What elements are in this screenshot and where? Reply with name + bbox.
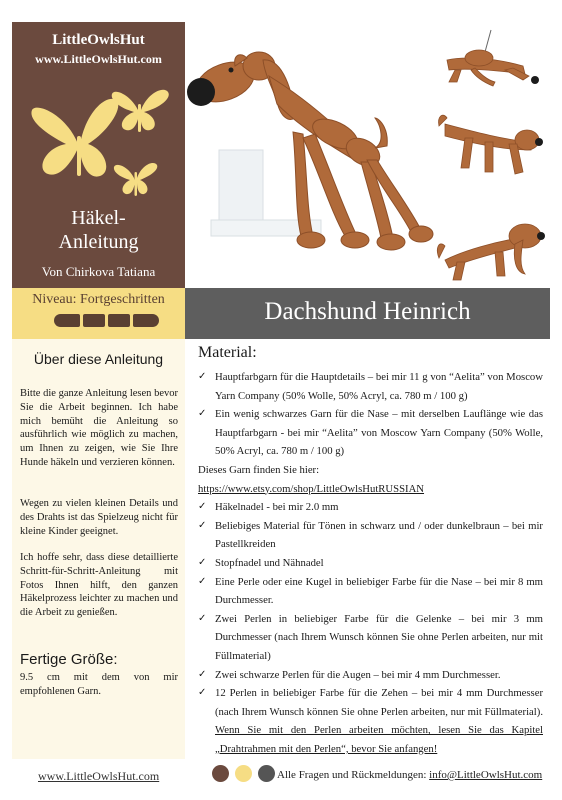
checkmark-icon: ✓ — [198, 408, 207, 420]
difficulty-pill — [133, 314, 159, 327]
about-panel — [12, 339, 185, 759]
checkmark-icon: ✓ — [198, 612, 207, 624]
material-item: ✓ Ein wenig schwarzes Garn für die Nase – mit derselben Lauflänge wie das Hauptfarbgarn - bei mir “Aelita” von Moscow Yarn Company (50% Wolle, 50% Acryl, ca. 780 m / 100 g) — [198, 405, 543, 461]
size-heading: Fertige Größe: — [20, 651, 118, 668]
material-item: ✓ Zwei schwarze Perlen für die Augen – bei mir 4 mm Durchmesser. — [198, 666, 543, 685]
author: Von Chirkova Tatiana — [41, 264, 156, 279]
yarn-note: Dieses Garn finden Sie hier: — [198, 463, 320, 476]
size-text: 9.5 cm mit dem von mir empfohlenen Garn. — [20, 672, 178, 697]
footer-contact — [277, 769, 542, 781]
dachshund-photo — [185, 22, 550, 288]
about-paragraph: Bitte die ganze Anleitung lesen bevor Sie die Arbeit beginnen. Ich habe mich bemüht die Anleitung so ausführlich wie möglich zu machen, um Ihnen zu zeigen, wie Sie Ihre Hunde häkeln und verzieren können. — [20, 388, 178, 468]
brand-panel — [12, 22, 185, 288]
yarn-shop-link[interactable]: https://www.etsy.com/shop/LittleOwlsHutRUSSIAN — [198, 482, 425, 495]
checkmark-icon: ✓ — [198, 668, 207, 680]
contact-label: Alle Fragen und Rückmeldungen: — [277, 769, 427, 781]
thumbnail-photo-1 — [447, 30, 539, 86]
difficulty-pill — [54, 314, 80, 327]
footer-color-dots — [212, 765, 275, 782]
checkmark-icon: ✓ — [198, 519, 207, 531]
pattern-title: Dachshund Heinrich — [264, 298, 471, 325]
brand-url: www.LittleOwlsHut.com — [35, 52, 162, 66]
pattern-type — [12, 206, 185, 254]
yellow-dot-icon — [235, 765, 252, 782]
gray-dot-icon — [258, 765, 275, 782]
butterflies-icon — [26, 74, 176, 204]
product-photos — [185, 22, 550, 288]
material-item: ✓ Zwei Perlen in beliebiger Farbe für die Gelenke – bei mir 3 mm Durchmesser (nach Ihrem Wunsch können Sie ohne Perlen arbeiten, nur mit Füllmaterial) — [198, 610, 543, 666]
checkmark-icon: ✓ — [198, 556, 207, 568]
title-banner — [185, 288, 550, 339]
pattern-type-line2: Anleitung — [58, 231, 139, 253]
material-item: ✓ 12 Perlen in beliebiger Farbe für die Zehen – bei mir 4 mm Durchmesser (nach Ihrem Wunsch können Sie ohne Perlen arbeiten, nur mit Füllmaterial). Wenn Sie mit den Perlen arbeiten möchten, lesen Sie das Kapitel „Drahtrahmen mit den Perlen“, bevor Sie anfangen! — [198, 684, 543, 758]
difficulty-label: Niveau: Fortgeschritten — [32, 292, 165, 307]
material-item: ✓ Häkelnadel - bei mir 2.0 mm — [198, 498, 543, 517]
difficulty-pill — [83, 314, 105, 327]
beads-chapter-note: Wenn Sie mit den Perlen arbeiten möchten, lesen Sie das Kapitel „Drahtrahmen mit den Perlen“, bevor Sie anfangen! — [215, 724, 543, 755]
thumbnail-photo-3 — [437, 224, 545, 280]
about-paragraph: Wegen zu vielen kleinen Details und des Drahts ist das Spielzeug nicht für kleine Kinder geeignet. — [20, 498, 178, 537]
material-item: ✓ Eine Perle oder eine Kugel in beliebiger Farbe für die Nase – bei mir 8 mm Durchmesser. — [198, 573, 543, 610]
contact-email-link[interactable]: info@LittleOwlsHut.com — [429, 769, 543, 781]
checkmark-icon: ✓ — [198, 687, 207, 699]
about-heading: Über diese Anleitung — [33, 351, 164, 367]
material-item: ✓ Stopfnadel und Nähnadel — [198, 554, 543, 573]
material-section — [198, 344, 543, 758]
checkmark-icon: ✓ — [198, 575, 207, 587]
pattern-type-line1: Häkel- — [71, 207, 126, 229]
difficulty-level — [12, 288, 185, 339]
footer-website-link[interactable]: www.LittleOwlsHut.com — [38, 769, 160, 783]
thumbnail-photo-2 — [439, 115, 543, 174]
material-heading: Material: — [198, 344, 257, 361]
checkmark-icon: ✓ — [198, 371, 207, 382]
brown-dot-icon — [212, 765, 229, 782]
difficulty-meter — [54, 314, 159, 327]
checkmark-icon: ✓ — [198, 501, 207, 513]
about-paragraph: Ich hoffe sehr, dass diese detaillierte Schritt-für-Schritt-Anleitung mit Fotos Ihnen hilft, den ganzen Häkelprozess leichter zu machen und die Arbeit zu genießen. — [20, 552, 178, 619]
brand-name: LittleOwlsHut — [52, 32, 145, 48]
dog-nose-icon — [187, 78, 215, 106]
material-item: ✓ Beliebiges Material für Tönen in schwarz und / oder dunkelbraun – bei mir Pastellkreiden — [198, 517, 543, 554]
material-item: ✓ Hauptfarbgarn für die Hauptdetails – bei mir 11 g von “Aelita” von Moscow Yarn Company (50% Wolle, 50% Acryl, ca. 780 m / 100 g) — [198, 368, 543, 405]
difficulty-pill — [108, 314, 130, 327]
